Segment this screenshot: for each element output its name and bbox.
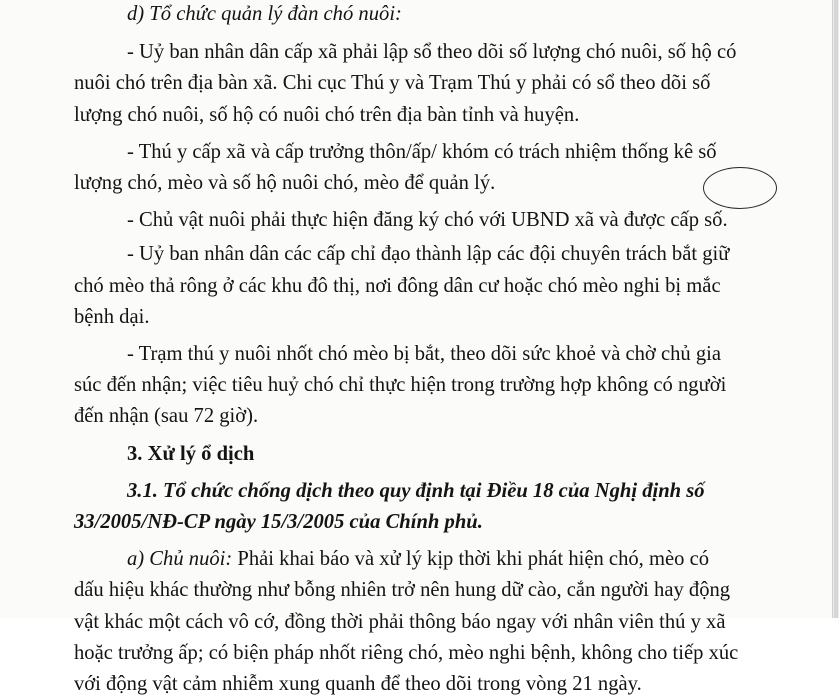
paragraph-5-line-3: đến nhận (sau 72 giờ). — [74, 405, 259, 428]
vertical-scrollbar[interactable] — [833, 0, 839, 618]
section-3-1-line-1: 3.1. Tổ chức chống dịch theo quy định tại Điều 18 của Nghị định số — [127, 479, 705, 502]
paragraph-6-line-1-text: Phải khai báo và xử lý kịp thời khi phát hiện chó, mèo có — [232, 548, 710, 571]
paragraph-1-line-2: nuôi chó trên địa bàn xã. Chi cục Thú y và Trạm Thú y phải có sổ theo dõi số — [74, 72, 711, 95]
paragraph-5-line-2: súc đến nhận; việc tiêu huỷ chó chỉ thực hiện trong trường hợp không có người — [74, 374, 727, 397]
section-3-1-line-2: 33/2005/NĐ-CP ngày 15/3/2005 của Chính phủ. — [74, 511, 483, 534]
paragraph-2 — [74, 137, 816, 199]
circled-text: cấp số. — [665, 209, 728, 232]
paragraph-6-line-1 — [74, 544, 816, 575]
paragraph-5 — [74, 339, 816, 433]
paragraph-4-line-2: chó mèo thả rông ở các khu đô thị, nơi đông dân cư hoặc chó mèo nghi bị mắc — [74, 274, 721, 297]
owner-label: a) Chủ nuôi: — [127, 548, 233, 571]
paragraph-3-text: - Chủ vật nuôi phải thực hiện đăng ký chó với UBND xã và được — [127, 209, 666, 232]
section-3-heading: 3. Xử lý ổ dịch — [127, 442, 255, 465]
paragraph-6-line-4: hoặc trưởng ấp; có biện pháp nhốt riêng chó, mèo nghi bệnh, không cho tiếp xúc — [74, 641, 739, 664]
scrollbar-thumb[interactable] — [834, 0, 838, 618]
paragraph-3 — [74, 205, 816, 236]
paragraph-5-line-1: - Trạm thú y nuôi nhốt chó mèo bị bắt, theo dõi sức khoẻ và chờ chủ gia — [127, 343, 722, 366]
paragraph-1 — [74, 37, 816, 131]
paragraph-4-line-1: - Uỷ ban nhân dân các cấp chỉ đạo thành lập các đội chuyên trách bắt giữ — [127, 243, 730, 266]
paragraph-6-line-3: vật khác một cách vô cớ, đồng thời phải thông báo ngay với nhân viên thú y xã — [74, 610, 726, 633]
paragraph-6-line-5: với động vật cảm nhiễm xung quanh để theo dõi trong vòng 21 ngày. — [74, 673, 642, 696]
paragraph-4 — [74, 239, 816, 333]
document-body — [74, 0, 816, 700]
paragraph-6 — [74, 544, 816, 700]
paragraph-2-line-2: lượng chó, mèo và số hộ nuôi chó, mèo để quản lý. — [74, 172, 496, 195]
section-3-1-heading — [74, 476, 816, 538]
paragraph-2-line-1: - Thú y cấp xã và cấp trưởng thôn/ấp/ khóm có trách nhiệm thống kê số — [127, 140, 717, 163]
section-d-heading: d) Tổ chức quản lý đàn chó nuôi: — [127, 3, 402, 25]
paragraph-4-line-3: bệnh dại. — [74, 305, 150, 328]
paragraph-1-line-1: - Uỷ ban nhân dân cấp xã phải lập sổ theo dõi số lượng chó nuôi, số hộ có — [127, 41, 737, 64]
paragraph-6-line-2: dấu hiệu khác thường như bỗng nhiên trở nên hung dữ cào, cắn người hay động — [74, 579, 731, 602]
paragraph-3-line-1 — [74, 205, 816, 236]
paragraph-1-line-3: lượng chó nuôi, số hộ có nuôi chó trên địa bàn tỉnh và huyện. — [74, 103, 580, 126]
